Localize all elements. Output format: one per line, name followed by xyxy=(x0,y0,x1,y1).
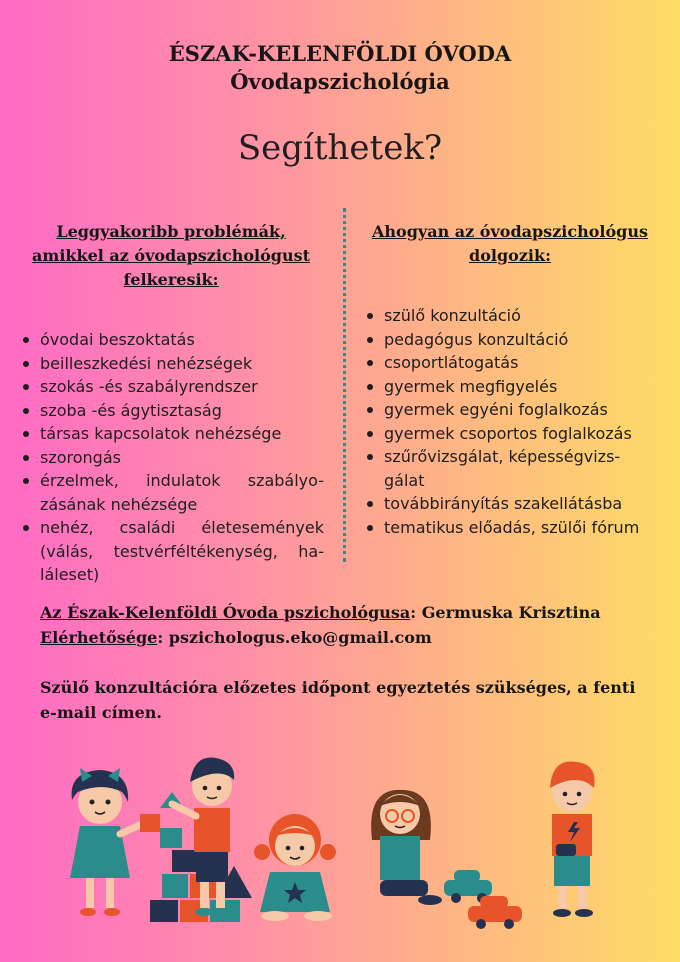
redhead-girl-icon xyxy=(254,814,336,921)
bullet-icon xyxy=(367,525,373,531)
email-address: : pszichologus.eko@gmail.com xyxy=(157,628,432,647)
problem-list xyxy=(18,328,324,587)
method-list xyxy=(362,304,658,539)
bullet-icon xyxy=(23,455,29,461)
left-column xyxy=(18,220,324,587)
toy-car-icon xyxy=(444,870,522,929)
list-item: gyermek egyéni foglalkozás xyxy=(362,398,658,422)
list-item: nehéz, családi életesemények (válás, testvérféltékenység, ha-láleset) xyxy=(18,516,324,587)
list-item: szoba -és ágytisztaság xyxy=(18,399,324,423)
bullet-icon xyxy=(367,337,373,343)
bullet-icon xyxy=(367,313,373,319)
appointment-note: Szülő konzultációra előzetes időpont egyeztetés szükséges, a fenti e-mail címen. xyxy=(40,678,636,722)
bullet-icon xyxy=(367,384,373,390)
right-column xyxy=(362,220,658,539)
email-label: Elérhetősége xyxy=(40,628,158,647)
list-item: szokás -és szabályrendszer xyxy=(18,375,324,399)
girl-with-glasses-icon xyxy=(371,790,442,905)
header xyxy=(0,40,680,96)
psychologist-name: : Germuska Krisztina xyxy=(410,603,601,622)
children-illustration xyxy=(0,740,680,940)
bullet-icon xyxy=(367,360,373,366)
boy-with-remote-icon xyxy=(550,762,595,917)
left-column-heading: Leggyakoribb problémák, amikkel az óvodapszichológust felkeresik: xyxy=(32,222,310,289)
bullet-icon xyxy=(23,431,29,437)
bullet-icon xyxy=(367,431,373,437)
page-subtitle: Óvodapszichológia xyxy=(230,69,450,94)
email-line xyxy=(40,625,640,650)
bullet-icon xyxy=(23,337,29,343)
right-column-heading: Ahogyan az óvodapszichológus dolgozik: xyxy=(372,222,648,265)
bullet-icon xyxy=(367,454,373,460)
headline: Segíthetek? xyxy=(237,128,443,168)
list-item: társas kapcsolatok nehézsége xyxy=(18,422,324,446)
bullet-icon xyxy=(23,361,29,367)
girl-with-bow-icon xyxy=(70,768,160,916)
list-item: óvodai beszoktatás xyxy=(18,328,324,352)
contact-info xyxy=(40,600,640,725)
list-item: csoportlátogatás xyxy=(362,351,658,375)
page-title: ÉSZAK-KELENFÖLDI ÓVODA xyxy=(168,41,512,66)
psychologist-label: Az Észak-Kelenföldi Óvoda pszichológusa xyxy=(40,603,411,622)
bullet-icon xyxy=(23,384,29,390)
bullet-icon xyxy=(367,407,373,413)
list-item: gyermek csoportos foglalkozás xyxy=(362,422,658,446)
bullet-icon xyxy=(367,501,373,507)
column-divider xyxy=(343,208,346,562)
list-item: továbbirányítás szakellátásba xyxy=(362,492,658,516)
list-item: érzelmek, indulatok szabályo-zásának nehézsége xyxy=(18,469,324,516)
list-item: pedagógus konzultáció xyxy=(362,328,658,352)
list-item: gyermek megfigyelés xyxy=(362,375,658,399)
bullet-icon xyxy=(23,478,29,484)
list-item: beilleszkedési nehézségek xyxy=(18,352,324,376)
list-item: szűrővizsgálat, képességvizs-gálat xyxy=(362,445,658,492)
bullet-icon xyxy=(23,525,29,531)
list-item: szorongás xyxy=(18,446,324,470)
bullet-icon xyxy=(23,408,29,414)
list-item: tematikus előadás, szülői fórum xyxy=(362,516,658,540)
psychologist-line xyxy=(40,600,640,625)
list-item: szülő konzultáció xyxy=(362,304,658,328)
